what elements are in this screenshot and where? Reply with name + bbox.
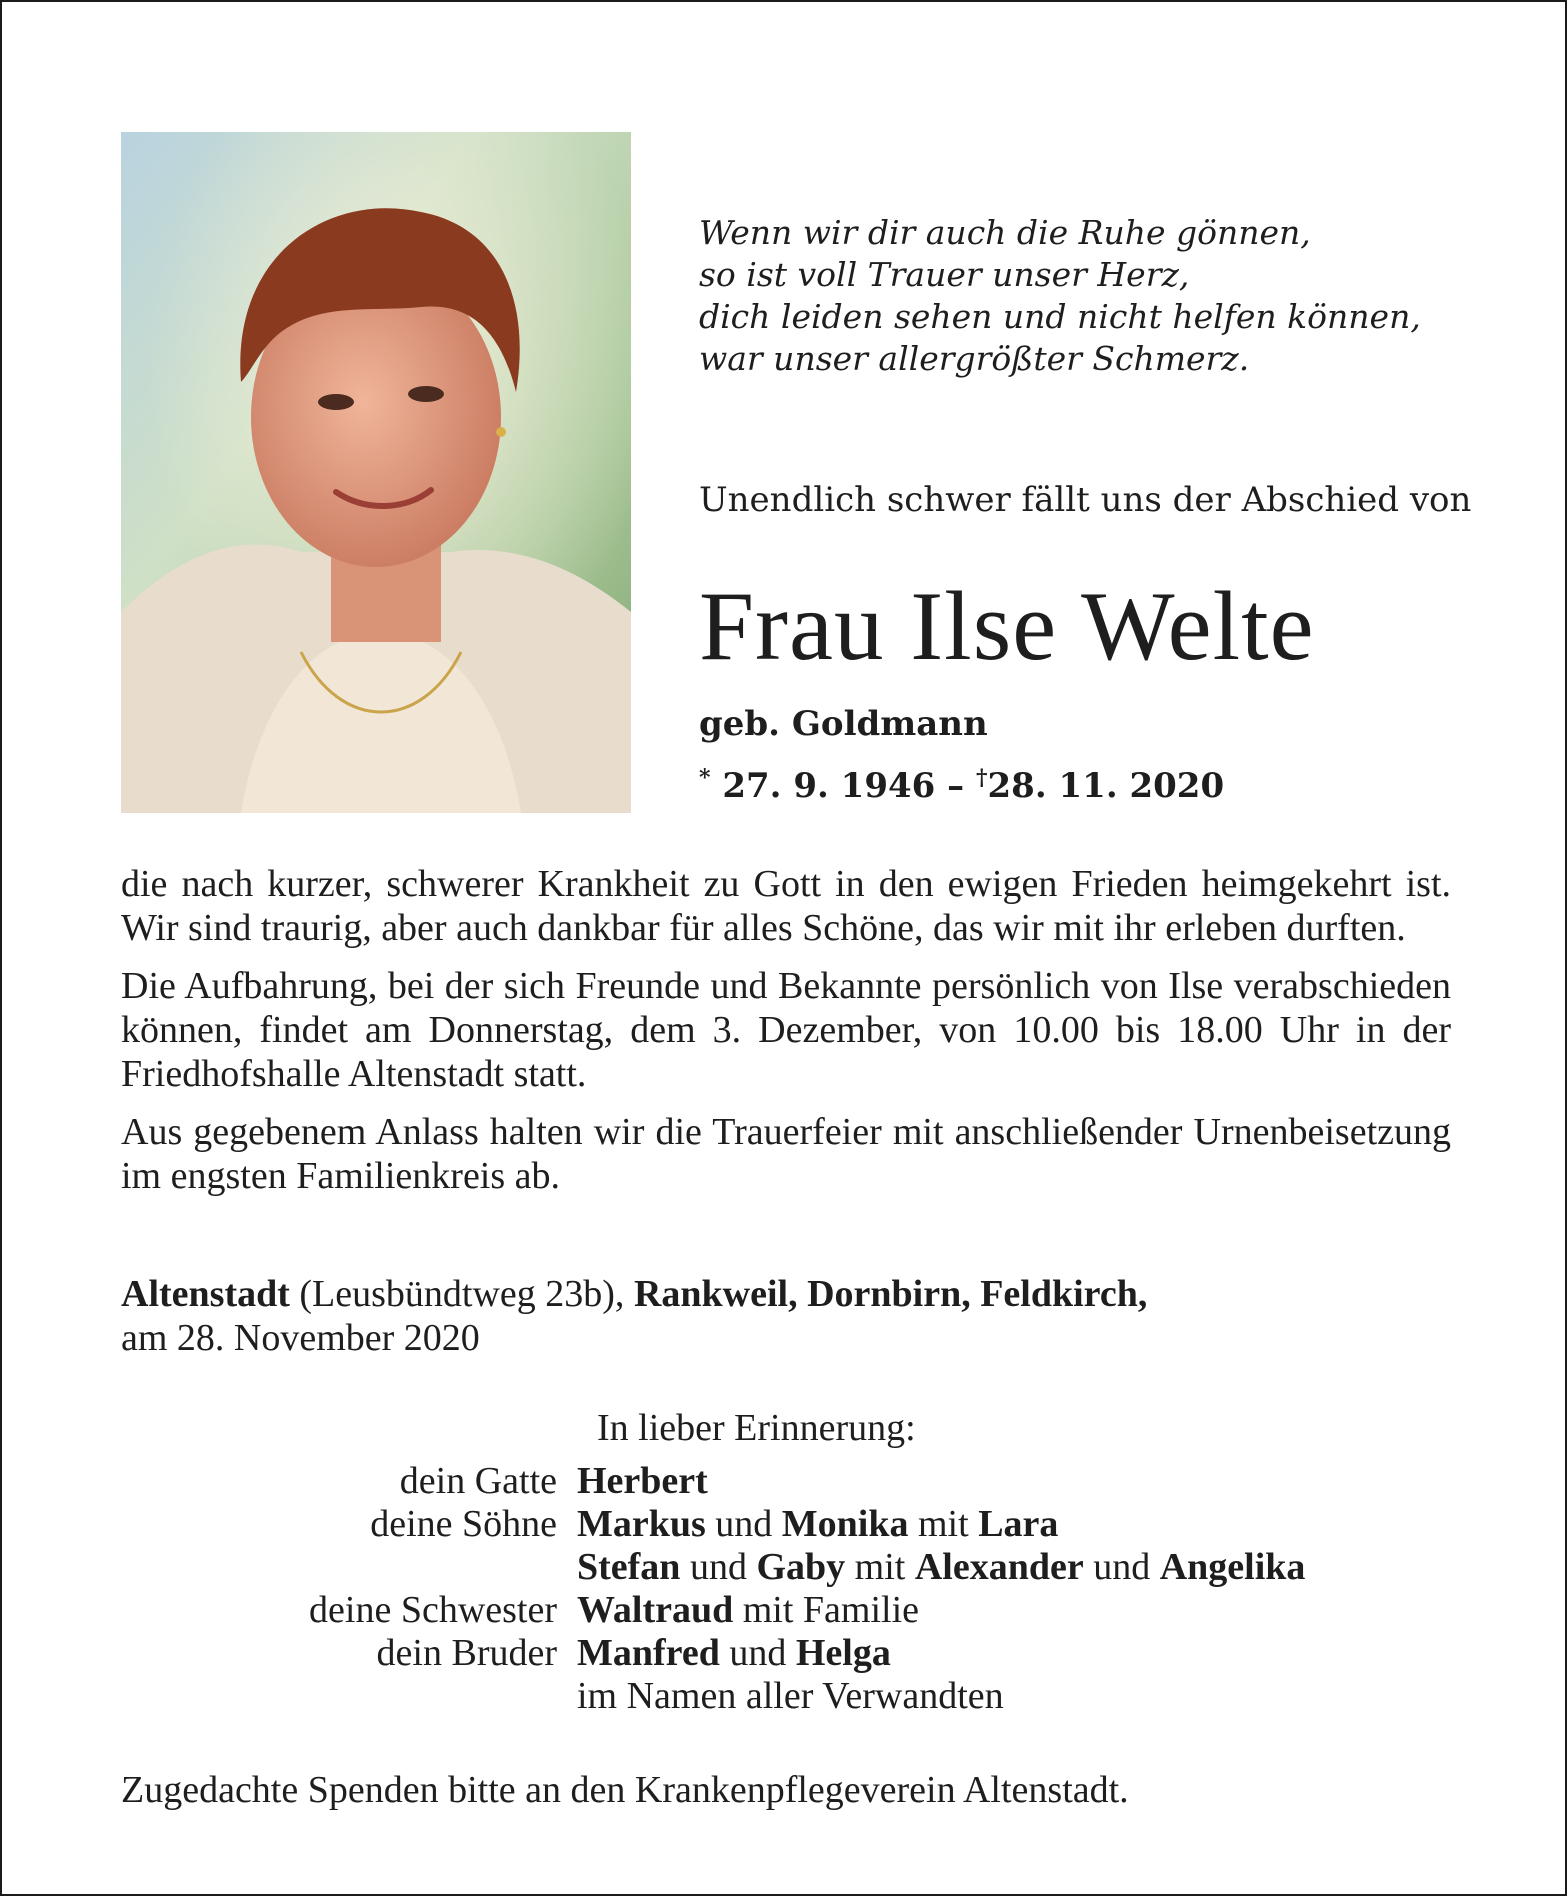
place-address: (Leusbündtweg 23b), [289, 1273, 634, 1315]
portrait-image [121, 132, 631, 813]
place-and-date [121, 1272, 1461, 1360]
place-date: am 28. November 2020 [121, 1317, 480, 1359]
signer-name: Helga [795, 1632, 891, 1674]
signer-row [121, 1460, 1481, 1503]
signer-names [577, 1460, 708, 1503]
signer-role [121, 1675, 577, 1718]
place-towns: Rankweil, Dornbirn, Feldkirch, [633, 1273, 1148, 1315]
birth-date: 27. 9. 1946 [722, 766, 936, 806]
body-text [121, 862, 1451, 1212]
signer-row [121, 1546, 1481, 1589]
signers-list [121, 1460, 1481, 1718]
signer-connector: mit Familie [733, 1589, 920, 1631]
signer-name: Alexander [914, 1546, 1084, 1588]
date-dash: – [947, 766, 965, 806]
donation-note: Zugedachte Spenden bitte an den Krankenpflegeverein Altenstadt. [121, 1769, 1129, 1811]
signer-names [577, 1675, 1004, 1718]
signer-name: Gaby [756, 1546, 846, 1588]
deceased-name: Frau Ilse Welte [699, 572, 1315, 681]
maiden-name: geb. Goldmann [699, 704, 988, 744]
memory-heading: In lieber Erinnerung: [597, 1407, 916, 1449]
body-paragraph: Die Aufbahrung, bei der sich Freunde und Bekannte persönlich von Ilse verabschieden können, findet am Donnerstag, dem 3. Dezember, von 10.00 bis 18.00 Uhr in der Friedhofshalle Altenstadt statt. [121, 965, 1451, 1095]
place-town: Altenstadt [121, 1273, 290, 1315]
signer-role: deine Schwester [309, 1589, 557, 1631]
signer-connector: und [705, 1503, 782, 1545]
body-paragraph: Aus gegebenem Anlass halten wir die Trauerfeier mit anschließender Urnenbeisetzung im engsten Familienkreis ab. [121, 1111, 1451, 1197]
signer-row [121, 1503, 1481, 1546]
signer-role [121, 1546, 577, 1589]
signer-connector: mit [908, 1503, 979, 1545]
signer-name: Monika [781, 1503, 909, 1545]
signer-name: Waltraud [577, 1589, 734, 1631]
intro-text: Unendlich schwer fällt uns der Abschied von [699, 480, 1472, 520]
signer-name: Lara [978, 1503, 1059, 1545]
signer-row [121, 1632, 1481, 1675]
signer-name: Angelika [1159, 1546, 1306, 1588]
signer-names [577, 1546, 1305, 1589]
signer-name: Stefan [577, 1546, 681, 1588]
signer-names [577, 1632, 891, 1675]
death-date: 28. 11. 2020 [987, 766, 1225, 806]
death-symbol: † [976, 765, 988, 791]
signer-names [577, 1589, 919, 1632]
signer-name: Markus [577, 1503, 706, 1545]
signer-connector: und [680, 1546, 757, 1588]
signer-connector: und [719, 1632, 796, 1674]
body-paragraph: die nach kurzer, schwerer Krankheit zu Gott in den ewigen Frieden heimgekehrt ist. Wir sind traurig, aber auch dankbar für alles Schöne, das wir mit ihr erleben durften. [121, 863, 1451, 949]
signer-connector: und [1083, 1546, 1160, 1588]
place-line [121, 1272, 1461, 1316]
signer-row [121, 1589, 1481, 1632]
poem [699, 212, 1479, 380]
signer-row [121, 1675, 1481, 1718]
signer-name: Manfred [577, 1632, 720, 1674]
life-dates [699, 764, 1224, 808]
poem-line: dich leiden sehen und nicht helfen können, [699, 297, 1421, 336]
signer-names [577, 1503, 1058, 1546]
poem-line: war unser allergrößter Schmerz. [699, 339, 1250, 378]
signer-connector: mit [845, 1546, 915, 1588]
birth-symbol: * [699, 765, 711, 791]
poem-line: so ist voll Trauer unser Herz, [699, 255, 1190, 294]
signer-role: dein Bruder [376, 1632, 557, 1674]
portrait-photo [121, 132, 631, 813]
signer-role: dein Gatte [399, 1460, 557, 1502]
signer-role: deine Söhne [370, 1503, 557, 1545]
signer-connector: im Namen aller Verwandten [577, 1675, 1004, 1717]
poem-line: Wenn wir dir auch die Ruhe gönnen, [699, 213, 1311, 252]
signer-name: Herbert [577, 1460, 708, 1502]
